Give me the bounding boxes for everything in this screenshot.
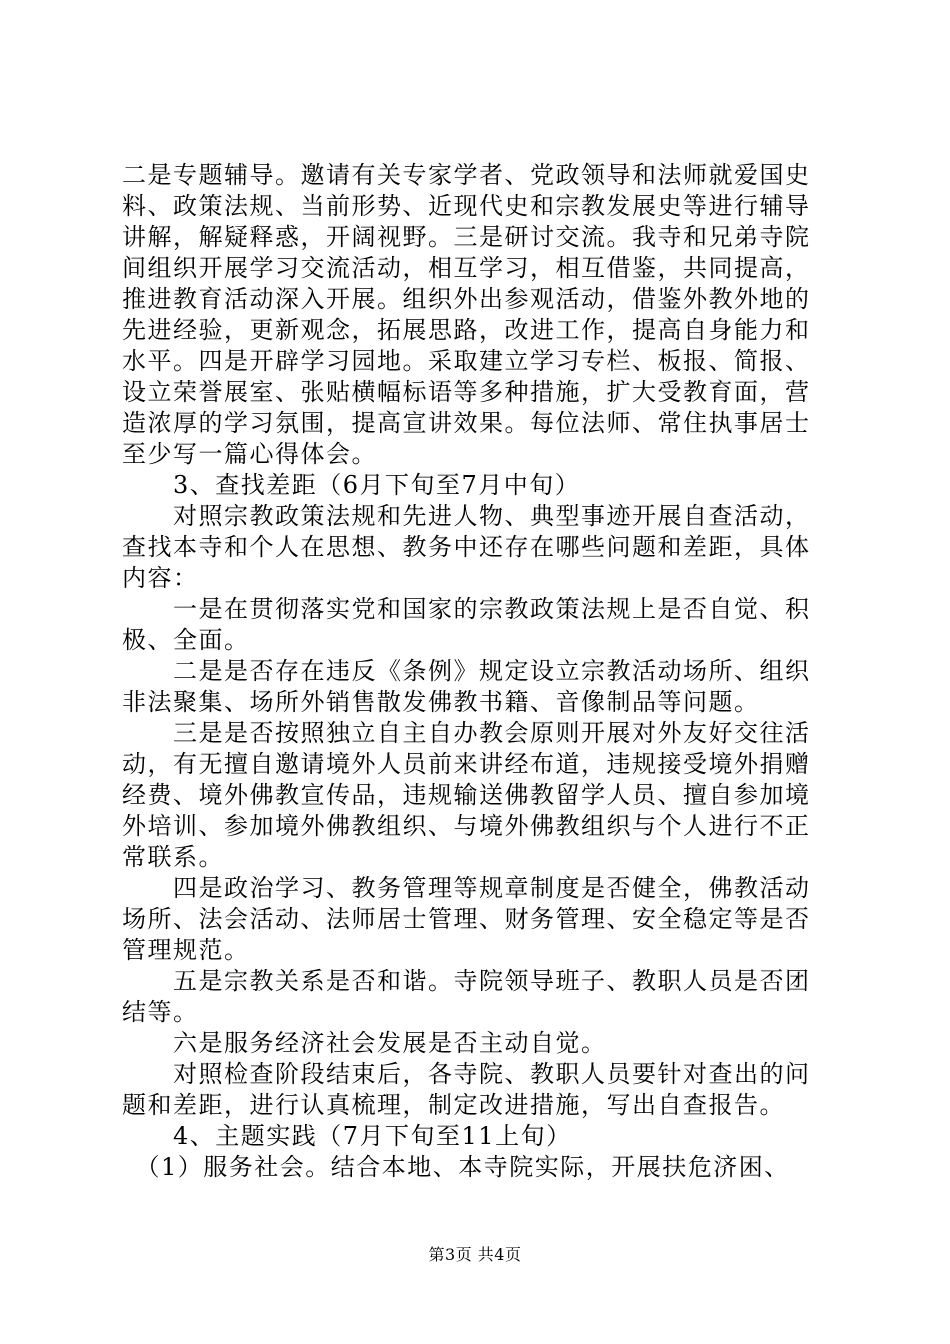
text-line: 极、全面。 xyxy=(122,626,250,654)
text-line: 经费、境外佛教宣传品，违规输送佛教留学人员、擅自参加境 xyxy=(122,781,811,809)
text-line: 水平。四是开辟学习园地。采取建立学习专栏、板报、简报、 xyxy=(122,347,811,375)
text-line: 二是是否存在违反《条例》规定设立宗教活动场所、组织 xyxy=(122,657,811,685)
text-line: 场所、法会活动、法师居士管理、财务管理、安全稳定等是否 xyxy=(122,905,811,933)
text-line: 推进教育活动深入开展。组织外出参观活动，借鉴外教外地的 xyxy=(122,285,811,313)
text-line: 至少写一篇心得体会。 xyxy=(122,440,377,468)
text-line: 一是在贯彻落实党和国家的宗教政策法规上是否自觉、积 xyxy=(122,595,811,623)
text-line: 四是政治学习、教务管理等规章制度是否健全，佛教活动 xyxy=(122,874,811,902)
text-line: 三是是否按照独立自主自办教会原则开展对外友好交往活 xyxy=(122,719,811,747)
text-line: 非法聚集、场所外销售散发佛教书籍、音像制品等问题。 xyxy=(122,688,760,716)
text-line: 对照宗教政策法规和先进人物、典型事迹开展自查活动， xyxy=(122,502,811,530)
text-line: （1）服务社会。结合本地、本寺院实际，开展扶危济困、 xyxy=(122,1153,790,1181)
text-line: 造浓厚的学习氛围，提高宣讲效果。每位法师、常住执事居士 xyxy=(122,409,811,437)
text-line: 五是宗教关系是否和谐。寺院领导班子、教职人员是否团 xyxy=(122,967,811,995)
text-line: 题和差距，进行认真梳理，制定改进措施，写出自查报告。 xyxy=(122,1091,785,1119)
page-footer: 第3页 共4页 xyxy=(428,1245,522,1264)
text-line: 料、政策法规、当前形势、近现代史和宗教发展史等进行辅导 xyxy=(122,192,811,220)
text-line: 对照检查阶段结束后，各寺院、教职人员要针对查出的问 xyxy=(122,1060,811,1088)
text-line: 间组织开展学习交流活动，相互学习，相互借鉴，共同提高， xyxy=(122,254,811,282)
text-line: 查找本寺和个人在思想、教务中还存在哪些问题和差距，具体 xyxy=(122,533,811,561)
text-line: 讲解，解疑释惑，开阔视野。三是研讨交流。我寺和兄弟寺院 xyxy=(122,223,811,251)
text-line: 结等。 xyxy=(122,998,199,1026)
text-line: 内容： xyxy=(122,564,199,592)
text-line: 二是专题辅导。邀请有关专家学者、党政领导和法师就爱国史 xyxy=(122,161,811,189)
section-heading: 4、主题实践（7月下旬至11上旬） xyxy=(122,1122,572,1150)
text-line: 管理规范。 xyxy=(122,936,250,964)
text-line: 动，有无擅自邀请境外人员前来讲经布道，违规接受境外捐赠 xyxy=(122,750,811,778)
text-line: 设立荣誉展室、张贴横幅标语等多种措施，扩大受教育面，营 xyxy=(122,378,811,406)
text-line: 外培训、参加境外佛教组织、与境外佛教组织与个人进行不正 xyxy=(122,812,811,840)
section-heading: 3、查找差距（6月下旬至7月中旬） xyxy=(122,471,581,499)
text-line: 六是服务经济社会发展是否主动自觉。 xyxy=(122,1029,607,1057)
text-line: 常联系。 xyxy=(122,843,224,871)
text-line: 先进经验，更新观念，拓展思路，改进工作，提高自身能力和 xyxy=(122,316,811,344)
